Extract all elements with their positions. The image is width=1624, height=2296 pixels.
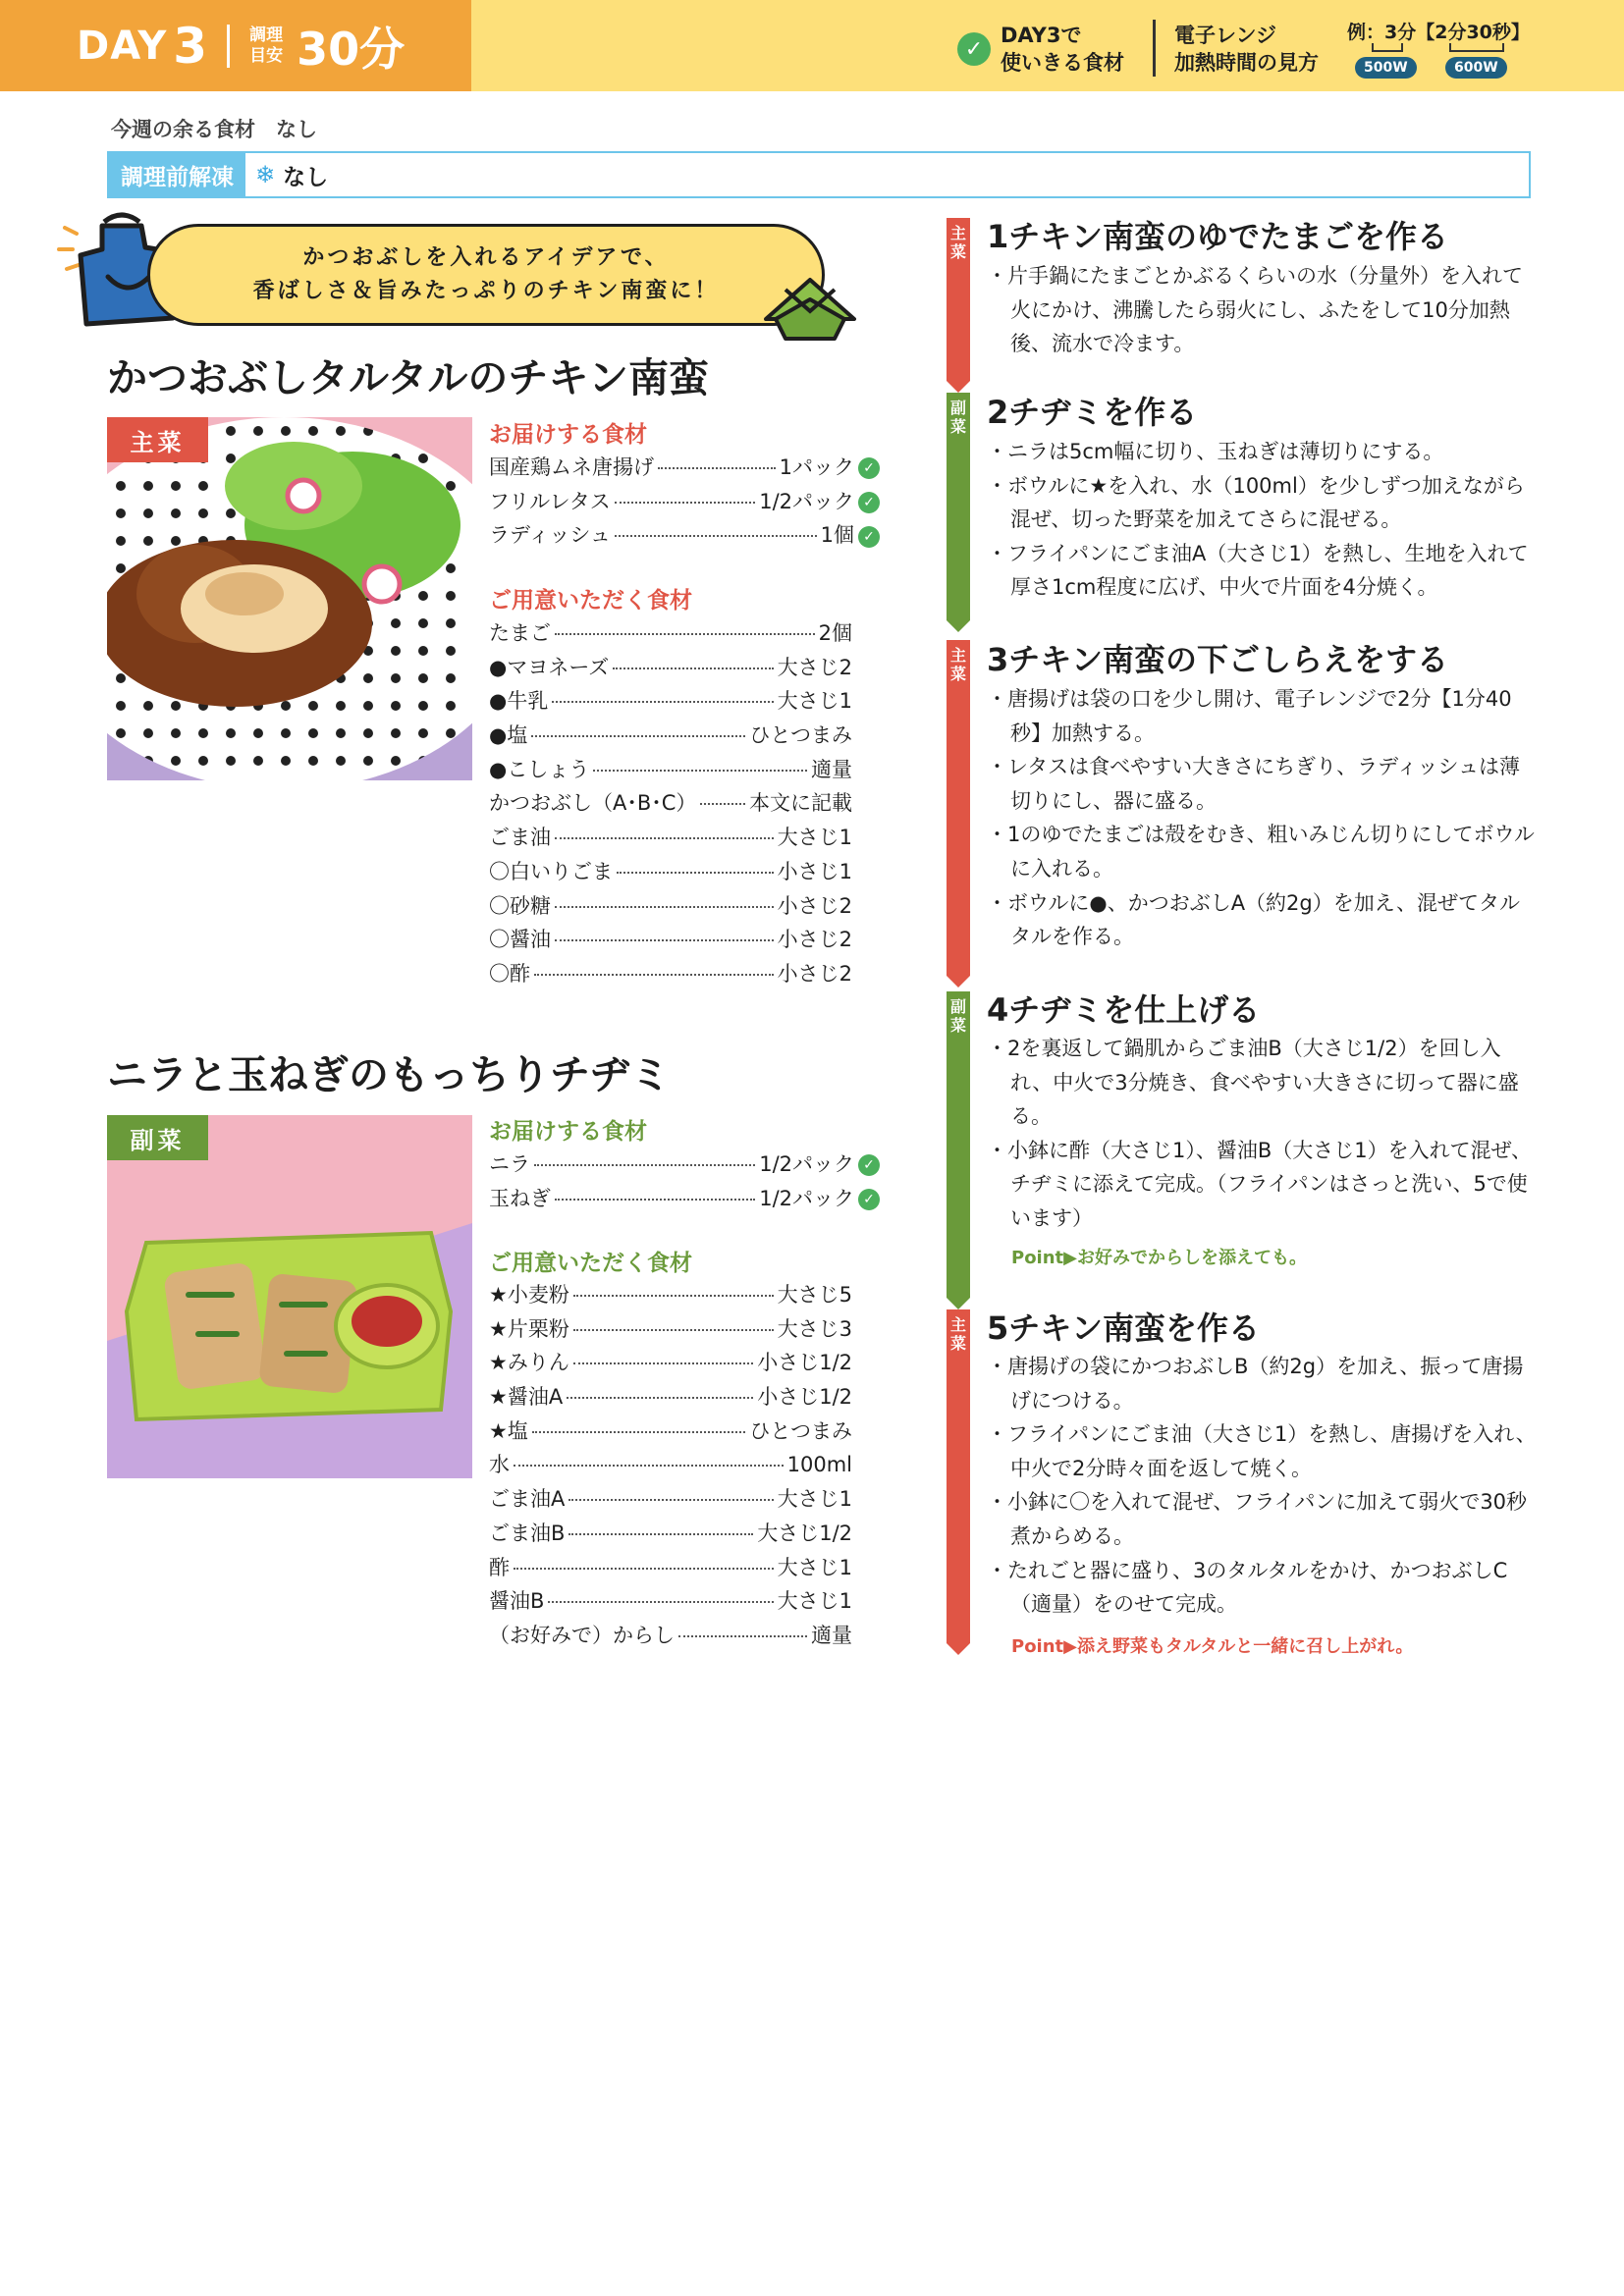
dish1-prepare-list <box>489 617 852 992</box>
step-item: ・ボウルに●、かつおぶしA（約2g）を加え、混ぜてタルタルを作る。 <box>987 890 1521 949</box>
ingredient-name: 水 <box>489 1453 510 1477</box>
dish2-photo <box>107 1115 472 1478</box>
badge-500w: 500W <box>1355 57 1417 79</box>
dish1-delivered-title: お届けする食材 <box>489 422 647 448</box>
thaw-value: なし <box>283 164 329 190</box>
ingredient-name: 酢 <box>489 1555 510 1579</box>
ingredient-row <box>489 787 852 822</box>
step4-bar <box>947 991 970 1298</box>
ingredient-row <box>489 519 880 554</box>
ingredient-row <box>489 617 852 652</box>
ingredient-name: ●牛乳 <box>489 689 549 714</box>
ingredient-qty: 大さじ5 <box>777 1283 852 1307</box>
ingredient-row <box>489 890 852 925</box>
ingredient-qty: 1/2パック <box>759 1152 854 1176</box>
ingredient-qty: 1パック <box>779 455 854 479</box>
ingredient-row <box>489 1313 852 1348</box>
ingredient-name: 〇醤油 <box>489 928 551 952</box>
ingredient-row <box>489 1552 852 1586</box>
ingredient-name: ★みりん <box>489 1351 569 1375</box>
ingredient-row <box>489 685 852 720</box>
dish1-tag: 主菜 <box>107 417 208 462</box>
ingredient-qty: 適量 <box>811 757 852 781</box>
idea-banner <box>147 224 825 326</box>
ingredient-row <box>489 720 852 754</box>
ingredient-qty: 大さじ1 <box>777 826 852 850</box>
microwave-example: 例：3分【2分30秒】 <box>1347 22 1530 43</box>
use-up-line1: DAY3で <box>1001 24 1082 47</box>
ingredient-row <box>489 924 852 958</box>
ingredient-name: （お好みで）からし <box>489 1623 675 1647</box>
ingredient-qty: ひとつまみ <box>749 1418 852 1443</box>
check-icon: ✓ <box>957 32 991 66</box>
step-item: ・フライパンにごま油（大さじ1）を熱し、唐揚げを入れ、中火で2分時々面を返して焼く。 <box>987 1422 1537 1480</box>
ingredient-name: ●塩 <box>489 723 528 748</box>
ingredient-qty: 小さじ1 <box>777 859 852 883</box>
surplus-note: 今週の余る食材 なし <box>111 118 317 141</box>
ingredient-row <box>489 856 852 890</box>
bracket-500 <box>1372 43 1403 52</box>
step-item: ・ボウルに★を入れ、水（100ml）を少しずつ加えながら混ぜ、切った野菜を加えてさらに混ぜる。 <box>987 473 1525 532</box>
ingredient-row <box>489 1347 852 1381</box>
day-label: DAY <box>77 23 168 69</box>
dish2-tag: 副菜 <box>107 1115 208 1160</box>
dish2-prepare-list <box>489 1279 852 1654</box>
ingredient-row <box>489 1279 852 1313</box>
step5-list <box>987 1350 1537 1622</box>
dish1-delivered-list <box>489 452 880 554</box>
dish1-prepare-title: ご用意いただく食材 <box>489 588 692 614</box>
ingredient-row <box>489 1449 852 1483</box>
ingredient-row <box>489 1183 880 1217</box>
ingredient-qty: 大さじ1 <box>777 1589 852 1614</box>
ingredient-row <box>489 1620 852 1654</box>
ingredient-qty: 小さじ2 <box>777 928 852 952</box>
time-label-2: 目安 <box>249 45 284 66</box>
step4-title: 4チヂミを仕上げる <box>987 991 1261 1029</box>
bracket-600 <box>1449 43 1504 52</box>
ingredient-qty: 大さじ1 <box>777 1487 852 1512</box>
ingredient-name: ★塩 <box>489 1418 528 1443</box>
ingredient-row <box>489 822 852 856</box>
check-icon: ✓ <box>858 1189 880 1210</box>
step5-point: Point▶添え野菜もタルタルと一緒に召し上がれ。 <box>1011 1636 1414 1657</box>
step-item: ・唐揚げの袋にかつおぶしB（約2g）を加え、振って唐揚げにつける。 <box>987 1355 1524 1413</box>
step-item: ・フライパンにごま油A（大さじ1）を熱し、生地を入れて厚さ1cm程度に広げ、中火で片面を4分焼く。 <box>987 541 1529 600</box>
step4-list <box>987 1032 1537 1236</box>
header-divider <box>1153 20 1156 77</box>
step5-title: 5チキン南蛮を作る <box>987 1309 1260 1347</box>
time-label-1: 調理 <box>249 25 284 45</box>
use-up-line2: 使いきる食材 <box>1001 51 1124 75</box>
mw-line1: 電子レンジ <box>1174 24 1276 47</box>
ingredient-qty: ひとつまみ <box>749 723 852 748</box>
dish2-delivered-list <box>489 1148 880 1216</box>
ingredient-row <box>489 1381 852 1415</box>
step1-list <box>987 259 1537 361</box>
check-icon: ✓ <box>858 457 880 479</box>
step-item: ・唐揚げは袋の口を少し開け、電子レンジで2分【1分40秒】加熱する。 <box>987 687 1512 745</box>
ingredient-name: 玉ねぎ <box>489 1186 551 1210</box>
ingredient-name: 〇砂糖 <box>489 893 551 918</box>
step1-bar <box>947 218 970 381</box>
ingredient-name: ★片栗粉 <box>489 1316 569 1341</box>
ingredient-name: 醤油B <box>489 1589 545 1614</box>
step4-tag: 副菜 <box>949 997 966 1035</box>
banner-line2: 香ばしさ＆旨みたっぷりのチキン南蛮に！ <box>252 279 720 303</box>
step3-title: 3チキン南蛮の下ごしらえをする <box>987 641 1448 678</box>
ingredient-qty: 100ml <box>786 1453 852 1477</box>
step3-tag: 主菜 <box>949 646 966 683</box>
ingredient-name: ニラ <box>489 1152 530 1176</box>
banner-line1: かつおぶしを入れるアイデアで、 <box>302 245 670 270</box>
thaw-box <box>107 151 1531 198</box>
step-item: ・たれごと器に盛り、3のタルタルをかけ、かつおぶしC（適量）をのせて完成。 <box>987 1558 1508 1617</box>
ingredient-name: ごま油A <box>489 1487 566 1512</box>
step5-bar <box>947 1309 970 1643</box>
ingredient-row <box>489 958 852 992</box>
ingredient-qty: 大さじ1 <box>777 689 852 714</box>
ingredient-name: かつおぶし（A･B･C） <box>489 791 697 816</box>
ingredient-qty: 大さじ3 <box>777 1316 852 1341</box>
ingredient-name: 国産鶏ムネ唐揚げ <box>489 455 654 479</box>
dish2-title: ニラと玉ねぎのもっちりチヂミ <box>107 1051 671 1098</box>
ingredient-name: ★醤油A <box>489 1385 564 1410</box>
ingredient-row <box>489 1585 852 1620</box>
time-value: 30分 <box>297 22 406 76</box>
dish1-title: かつおぶしタルタルのチキン南蛮 <box>107 354 709 401</box>
ingredient-name: ごま油B <box>489 1521 566 1545</box>
ingredient-row <box>489 754 852 788</box>
step2-title: 2チヂミを作る <box>987 394 1198 431</box>
dish1-photo <box>107 417 472 780</box>
step-item: ・レタスは食べやすい大きさにちぎり、ラディッシュは薄切りにし、器に盛る。 <box>987 755 1521 813</box>
ingredient-row <box>489 486 880 520</box>
ingredient-row <box>489 1148 880 1183</box>
ingredient-row <box>489 652 852 686</box>
ingredient-qty: 小さじ1/2 <box>757 1385 852 1410</box>
day-divider <box>227 25 230 68</box>
day-block <box>0 0 471 91</box>
check-icon: ✓ <box>858 492 880 513</box>
step-item: ・片手鍋にたまごとかぶるくらいの水（分量外）を入れて火にかけ、沸騰したら弱火にし、ふたをして10分加熱後、流水で冷ます。 <box>987 264 1523 356</box>
dish2-delivered-title: お届けする食材 <box>489 1119 647 1145</box>
dish2-prepare-title: ご用意いただく食材 <box>489 1251 692 1276</box>
ingredient-name: ●こしょう <box>489 757 590 781</box>
ingredient-row <box>489 1518 852 1552</box>
ingredient-qty: 1/2パック <box>759 489 854 513</box>
ingredient-row <box>489 1483 852 1518</box>
ingredient-name: ●マヨネーズ <box>489 655 610 679</box>
ingredient-qty: 本文に記載 <box>749 791 852 816</box>
check-icon: ✓ <box>858 1154 880 1176</box>
thaw-label: 調理前解凍 <box>109 153 245 196</box>
ingredient-name: 〇白いりごま <box>489 859 613 883</box>
ingredient-name: ★小麦粉 <box>489 1283 569 1307</box>
day-number: 3 <box>173 17 208 75</box>
ingredient-name: ラディッシュ <box>489 523 611 548</box>
step-item: ・ニラは5cm幅に切り、玉ねぎは薄切りにする。 <box>987 440 1444 463</box>
ingredient-name: フリルレタス <box>489 489 611 513</box>
badge-600w: 600W <box>1445 57 1507 79</box>
ingredient-qty: 小さじ2 <box>777 893 852 918</box>
step1-tag: 主菜 <box>949 224 966 261</box>
step1-title: 1チキン南蛮のゆでたまごを作る <box>987 218 1448 255</box>
ingredient-name: たまご <box>489 621 551 645</box>
ingredient-qty: 2個 <box>818 621 852 645</box>
step-item: ・小鉢に酢（大さじ1）、醤油B（大さじ1）を入れて混ぜ、チヂミに添えて完成。（フライパンはさっと洗い、5で使います） <box>987 1138 1532 1230</box>
step2-bar <box>947 393 970 620</box>
check-icon: ✓ <box>858 526 880 548</box>
ingredient-name: ごま油 <box>489 826 551 850</box>
ingredient-qty: 小さじ1/2 <box>757 1351 852 1375</box>
use-up-block <box>957 22 1124 77</box>
ingredient-name: 〇酢 <box>489 961 530 986</box>
step-item: ・1のゆでたまごは殻をむき、粗いみじん切りにしてボウルに入れる。 <box>987 823 1535 881</box>
step2-tag: 副菜 <box>949 399 966 436</box>
step-item: ・小鉢に〇を入れて混ぜ、フライパンに加えて弱火で30秒煮からめる。 <box>987 1490 1528 1548</box>
ingredient-row <box>489 452 880 486</box>
ingredient-qty: 1/2パック <box>759 1186 854 1210</box>
step3-bar <box>947 640 970 976</box>
ingredient-qty: 小さじ2 <box>777 961 852 986</box>
step-item: ・2を裏返して鍋肌からごま油B（大さじ1/2）を回し入れ、中火で3分焼き、食べやすい大きさに切って器に盛る。 <box>987 1037 1519 1129</box>
step2-list <box>987 435 1537 605</box>
ingredient-qty: 大さじ2 <box>777 655 852 679</box>
ingredient-qty: 適量 <box>811 1623 852 1647</box>
time-label <box>249 26 289 67</box>
step5-tag: 主菜 <box>949 1315 966 1353</box>
ingredient-row <box>489 1415 852 1450</box>
mw-line2: 加熱時間の見方 <box>1174 51 1319 75</box>
microwave-guide <box>1174 22 1319 77</box>
snowflake-icon: ❄ <box>255 161 276 188</box>
kabuto-icon <box>756 260 864 358</box>
ingredient-qty: 大さじ1 <box>777 1555 852 1579</box>
step4-point: Point▶お好みでからしを添えても。 <box>1011 1248 1307 1268</box>
ingredient-qty: 1個 <box>820 523 854 548</box>
step3-list <box>987 682 1537 954</box>
ingredient-qty: 大さじ1/2 <box>757 1521 852 1545</box>
